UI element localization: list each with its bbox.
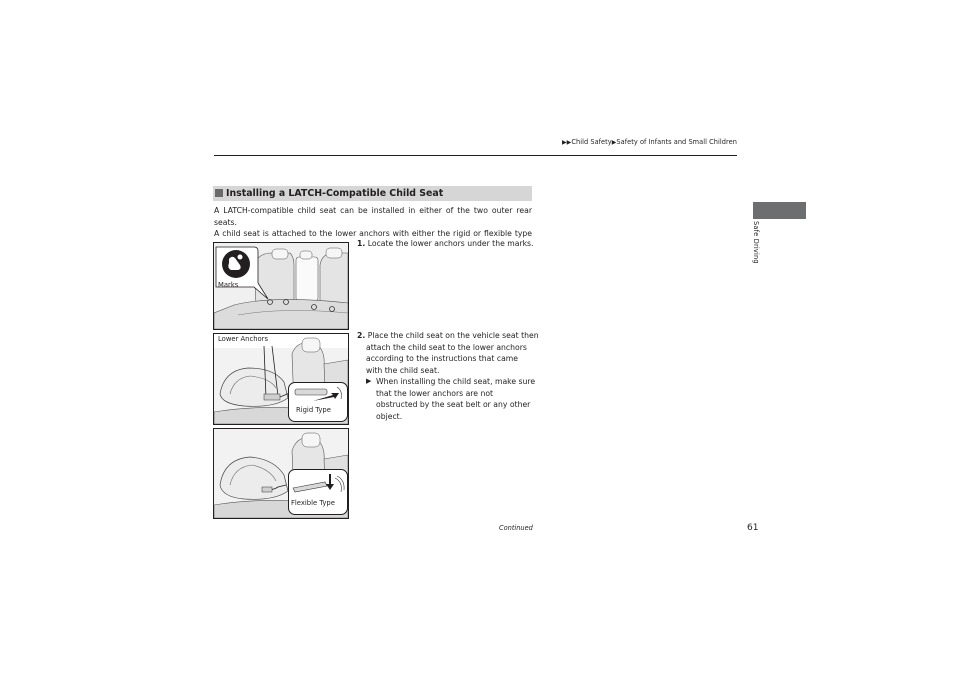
triangle-separator-icon: ▶ bbox=[611, 139, 617, 146]
chapter-tab-label: Safe Driving bbox=[752, 221, 760, 264]
step-text: Place the child seat on the vehicle seat then bbox=[367, 331, 539, 340]
figure-label-marks: Marks bbox=[218, 281, 239, 289]
rear-seat-marks-figure bbox=[213, 242, 349, 330]
step-number: 1. bbox=[357, 239, 366, 248]
section-title: Installing a LATCH-Compatible Child Seat bbox=[226, 188, 444, 199]
figure-label-rigid-type: Rigid Type bbox=[296, 406, 331, 414]
chapter-tab[interactable] bbox=[753, 202, 806, 219]
flexible-type-callout bbox=[288, 469, 348, 515]
intro-line: A LATCH-compatible child seat can be installed in either of the two outer rear seats. bbox=[214, 206, 532, 227]
step-1 bbox=[357, 238, 533, 250]
section-heading bbox=[213, 186, 532, 201]
header-divider bbox=[214, 155, 737, 156]
step-text: according to the instructions that came bbox=[366, 354, 518, 363]
step-text: Locate the lower anchors under the marks. bbox=[367, 239, 534, 248]
note-text: that the lower anchors are not bbox=[376, 388, 494, 398]
breadcrumb bbox=[562, 138, 737, 146]
rigid-type-figure bbox=[213, 333, 349, 425]
double-triangle-icon: ▶▶ bbox=[561, 139, 572, 146]
step-text: with the child seat. bbox=[366, 365, 440, 375]
step-2 bbox=[357, 330, 539, 422]
note-text: obstructed by the seat belt or any other bbox=[376, 400, 531, 409]
page-number: 61 bbox=[747, 523, 759, 533]
step-text: attach the child seat to the lower anchors bbox=[366, 342, 527, 352]
flexible-type-figure bbox=[213, 428, 349, 519]
note-text: When installing the child seat, make sure bbox=[376, 377, 536, 386]
breadcrumb-item-child-safety[interactable]: Child Safety bbox=[571, 138, 612, 146]
figure-label-lower-anchors: Lower Anchors bbox=[218, 335, 269, 343]
heading-square-icon bbox=[215, 189, 223, 197]
note-triangle-icon: ▶ bbox=[366, 377, 372, 385]
breadcrumb-item-infants[interactable]: Safety of Infants and Small Children bbox=[616, 138, 737, 146]
rigid-type-callout bbox=[288, 382, 348, 422]
intro-line: A child seat is attached to the lower anchors with either the rigid or flexible type bbox=[214, 229, 532, 238]
continued-label[interactable]: Continued bbox=[499, 524, 533, 532]
flexible-connector-detail bbox=[289, 470, 347, 498]
step-number: 2. bbox=[357, 331, 366, 340]
step-2-note bbox=[366, 376, 536, 422]
note-text: object. bbox=[376, 411, 403, 421]
rigid-connector-detail bbox=[289, 383, 347, 407]
figure-label-flexible-type: Flexible Type bbox=[291, 499, 335, 507]
